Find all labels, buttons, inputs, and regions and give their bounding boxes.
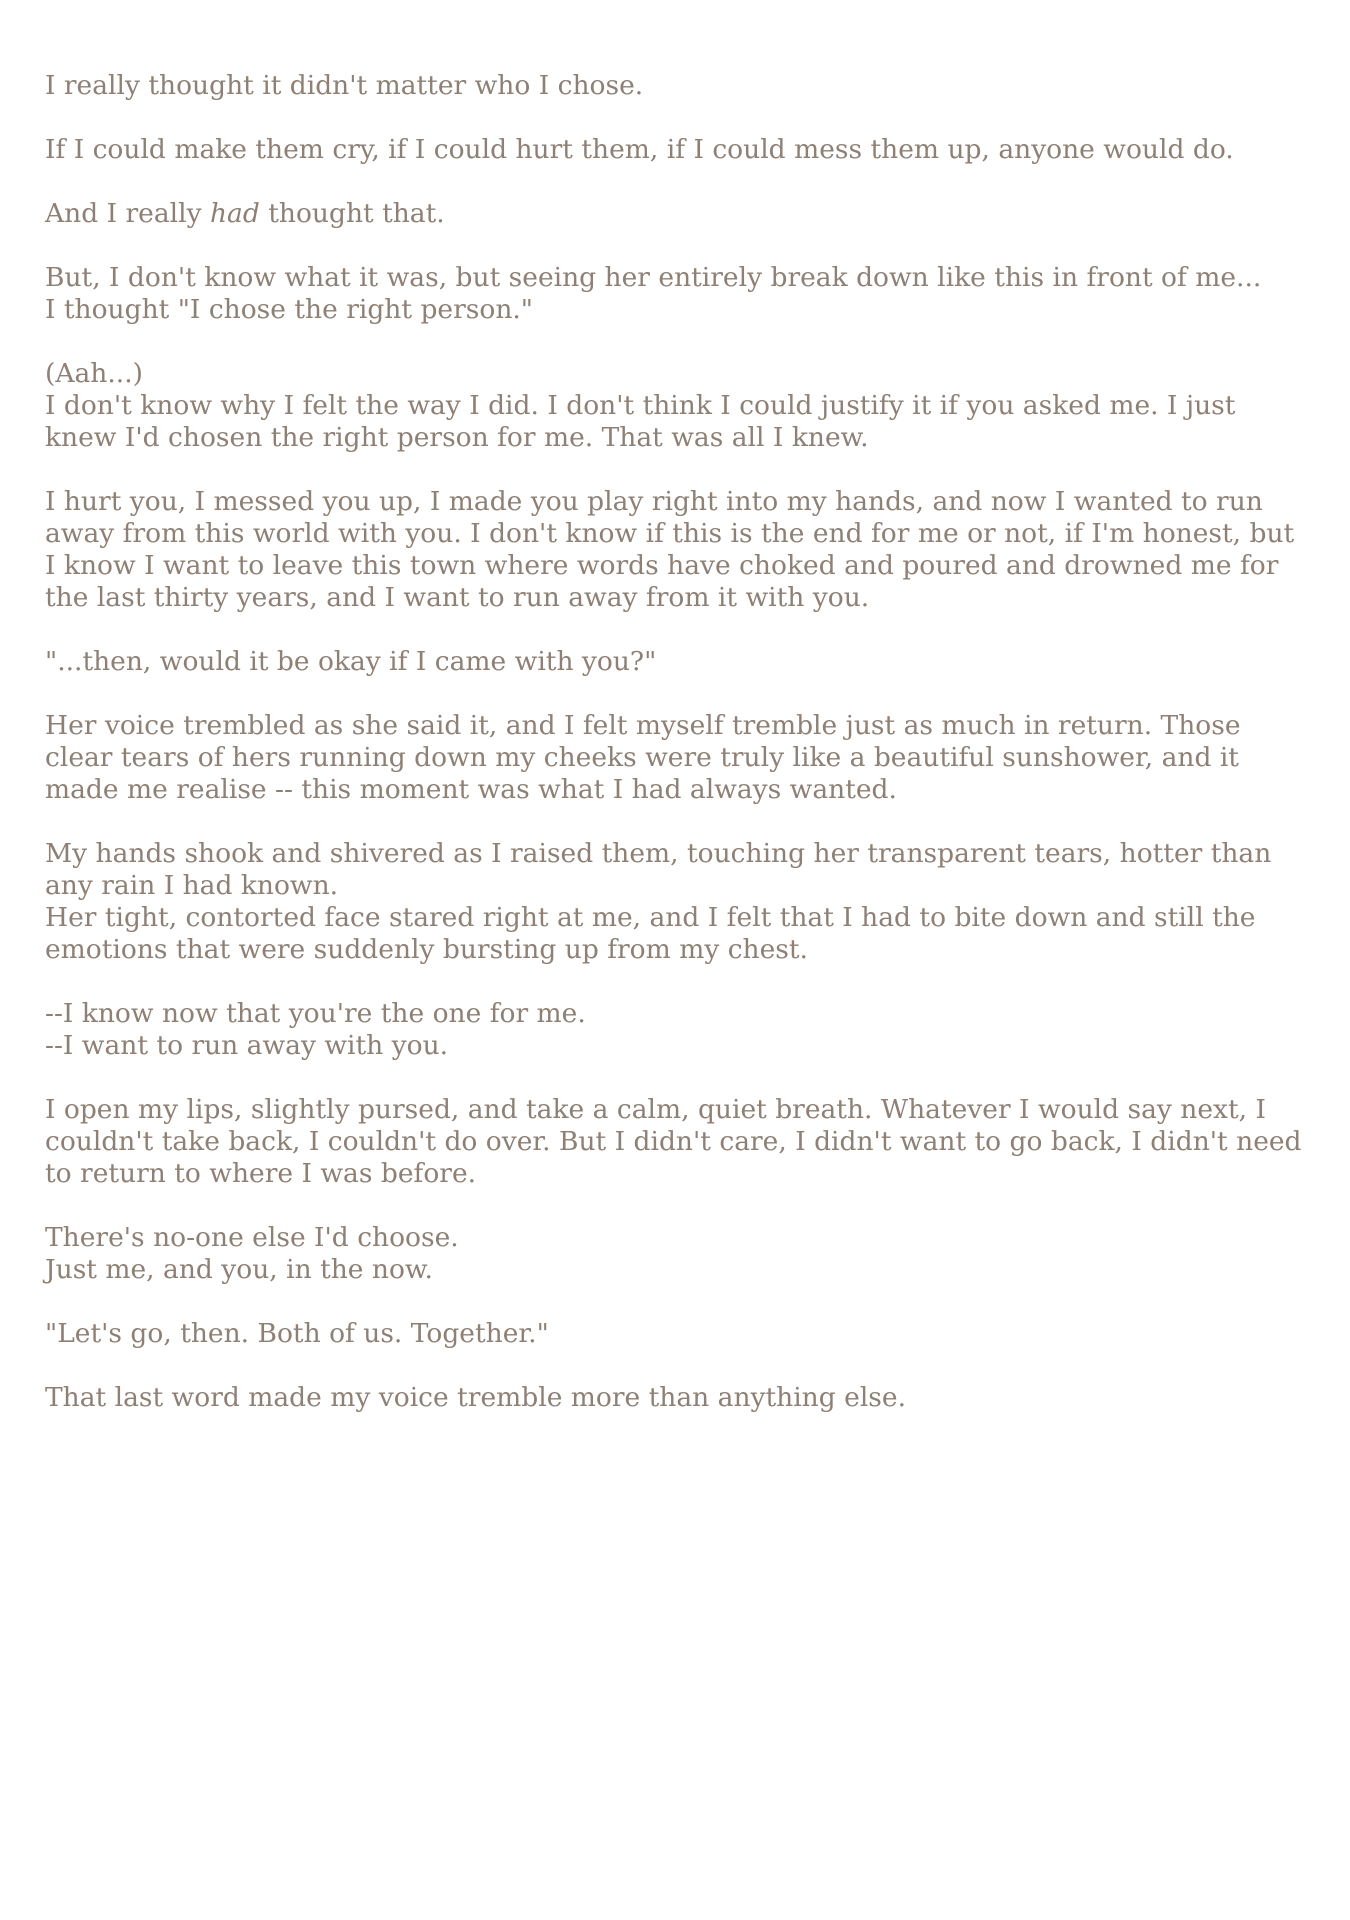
paragraph-9-line-1: My hands shook and shivered as I raised them, touching her transparent tears, hotter than any rain I had known. xyxy=(45,838,1272,901)
paragraph-12-line-2: Just me, and you, in the now. xyxy=(45,1254,433,1285)
paragraph-12-line-1: There's no-one else I'd choose. xyxy=(45,1222,459,1253)
paragraph-1: I really thought it didn't matter who I chose. xyxy=(45,70,644,101)
paragraph-10-line-2: --I want to run away with you. xyxy=(45,1030,449,1061)
paragraph-13: "Let's go, then. Both of us. Together." xyxy=(45,1318,549,1349)
paragraph-10-line-1: --I know now that you're the one for me. xyxy=(45,998,586,1029)
paragraph-10 xyxy=(45,998,1310,1062)
paragraph-6: I hurt you, I messed you up, I made you play right into my hands, and now I wanted to run away from this world with you. I don't know if this is the end for me or not, if I'm honest, but I know I want to leave this town where words have choked and poured and drowned me for the last thirty years, and I want to run away from it with you. xyxy=(45,486,1295,613)
paragraph-14: That last word made my voice tremble more than anything else. xyxy=(45,1382,907,1413)
paragraph-5-line-2: I don't know why I felt the way I did. I don't think I could justify it if you asked me. I just knew I'd chosen the right person for me. That was all I knew. xyxy=(45,390,1236,453)
paragraph-8: Her voice trembled as she said it, and I felt myself tremble just as much in return. Those clear tears of hers running down my cheeks were truly like a beautiful sunshower, and it made me realise -- this moment was what I had always wanted. xyxy=(45,710,1241,805)
paragraph-2: If I could make them cry, if I could hurt them, if I could mess them up, anyone would do. xyxy=(45,134,1234,165)
paragraph-4-line-2: I thought "I chose the right person." xyxy=(45,294,533,325)
emphasized-word: had xyxy=(209,198,260,229)
paragraph-4 xyxy=(45,262,1310,326)
paragraph-3 xyxy=(45,198,1310,230)
paragraph-9 xyxy=(45,838,1310,966)
paragraph-9-line-2: Her tight, contorted face stared right at me, and I felt that I had to bite down and still the emotions that were suddenly bursting up from my chest. xyxy=(45,902,1256,965)
paragraph-3-text-after: thought that. xyxy=(259,198,445,229)
paragraph-5 xyxy=(45,358,1310,454)
paragraph-12 xyxy=(45,1222,1310,1286)
paragraph-5-line-1: (Aah...) xyxy=(45,358,143,389)
paragraph-7: "...then, would it be okay if I came with you?" xyxy=(45,646,657,677)
paragraph-3-text-before: And I really xyxy=(45,198,210,229)
paragraph-11: I open my lips, slightly pursed, and take a calm, quiet breath. Whatever I would say next, I couldn't take back, I couldn't do over. But I didn't care, I didn't want to go back, I didn't need to return to where I was before. xyxy=(45,1094,1302,1189)
paragraph-4-line-1: But, I don't know what it was, but seeing her entirely break down like this in front of me... xyxy=(45,262,1262,293)
